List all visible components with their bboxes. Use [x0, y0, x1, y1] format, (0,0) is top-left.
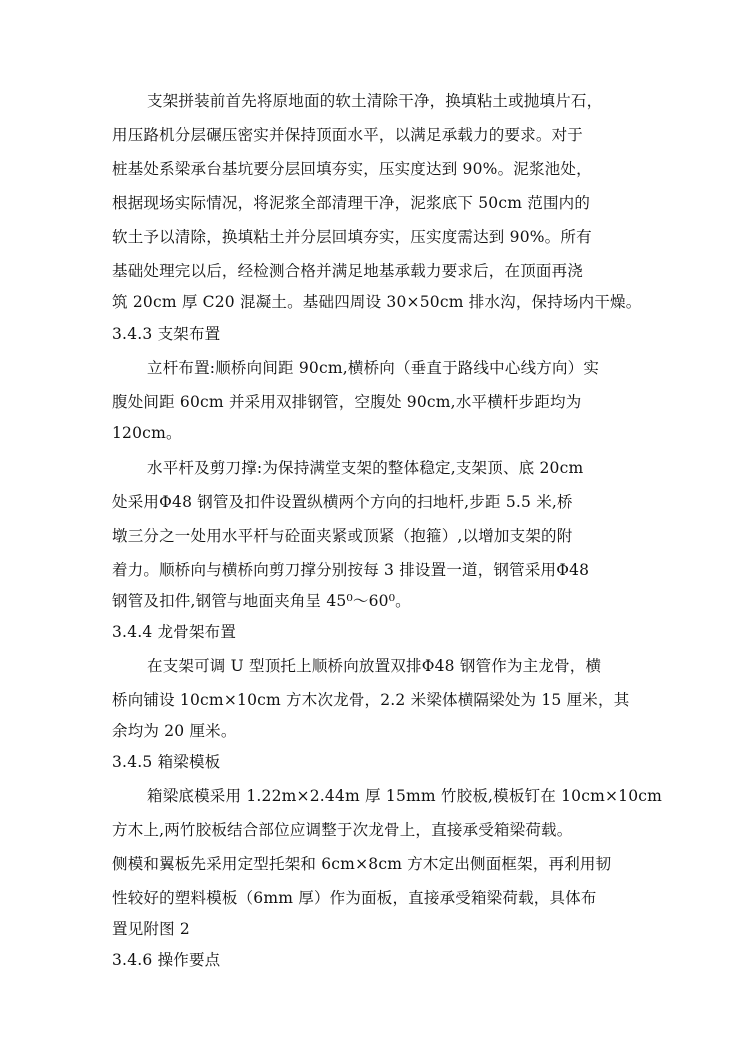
paragraph-line: 着力。顺桥向与横桥向剪刀撑分别按每 3 排设置一道，钢管采用Φ48	[112, 561, 590, 579]
paragraph-line: 在支架可调 U 型顶托上顺桥向放置双排Φ48 钢管作为主龙骨，横	[147, 657, 602, 675]
paragraph-line: 方木上,两竹胶板结合部位应调整于次龙骨上，直接承受箱梁荷载。	[112, 821, 573, 839]
paragraph-line: 支架拼装前首先将原地面的软土清除干净，换填粘土或抛填片石，	[147, 92, 603, 110]
paragraph-line: 墩三分之一处用水平杆与砼面夹紧或顶紧（抱箍）,以增加支架的附	[112, 527, 573, 545]
paragraph-line: 立杆布置:顺桥向间距 90cm,横桥向（垂直于路线中心线方向）实	[147, 359, 600, 377]
paragraph-line: 箱梁底模采用 1.22m×2.44m 厚 15mm 竹胶板,模板钉在 10cm×10cm	[147, 787, 663, 805]
section-heading: 3.4.3 支架布置	[112, 325, 221, 343]
paragraph-line: 置见附图 2	[112, 920, 190, 938]
paragraph-line: 筑 20cm 厚 C20 混凝土。基础四周设 30×50cm 排水沟，保持场内干燥。	[112, 293, 642, 311]
paragraph-line: 性较好的塑料模板（6mm 厚）作为面板，直接承受箱梁荷载，具体布	[112, 889, 597, 907]
section-heading: 3.4.4 龙骨架布置	[112, 623, 237, 641]
paragraph-line: 根据现场实际情况，将泥浆全部清理干净，泥浆底下 50cm 范围内的	[112, 194, 591, 212]
paragraph-line: 余均为 20 厘米。	[112, 722, 237, 740]
section-heading: 3.4.6 操作要点	[112, 951, 221, 969]
paragraph-line: 水平杆及剪刀撑:为保持满堂支架的整体稳定,支架顶、底 20cm	[147, 459, 584, 477]
paragraph-line: 120cm。	[112, 424, 182, 442]
paragraph-line: 桩基处系梁承台基坑要分层回填夯实，压实度达到 90%。泥浆池处，	[112, 160, 592, 178]
paragraph-line: 处采用Φ48 钢管及扣件设置纵横两个方向的扫地杆,步距 5.5 米,桥	[112, 493, 573, 511]
paragraph-line: 软土予以清除，换填粘土并分层回填夯实，压实度需达到 90%。所有	[112, 228, 592, 246]
paragraph-line: 基础处理完以后，经检测合格并满足地基承载力要求后，在顶面再浇	[112, 262, 584, 280]
paragraph-line: 桥向铺设 10cm×10cm 方木次龙骨，2.2 米梁体横隔梁处为 15 厘米，其	[112, 691, 630, 709]
paragraph-line: 腹处间距 60cm 并采用双排钢管，空腹处 90cm,水平横杆步距均为	[112, 393, 582, 411]
paragraph-line: 用压路机分层碾压密实并保持顶面水平，以满足承载力的要求。对于	[112, 126, 584, 144]
paragraph-line: 钢管及扣件,钢管与地面夹角呈 45⁰～60⁰。	[112, 592, 411, 610]
paragraph-line: 侧模和翼板先采用定型托架和 6cm×8cm 方木定出侧面框架，再利用韧	[112, 855, 612, 873]
section-heading: 3.4.5 箱梁模板	[112, 753, 221, 771]
